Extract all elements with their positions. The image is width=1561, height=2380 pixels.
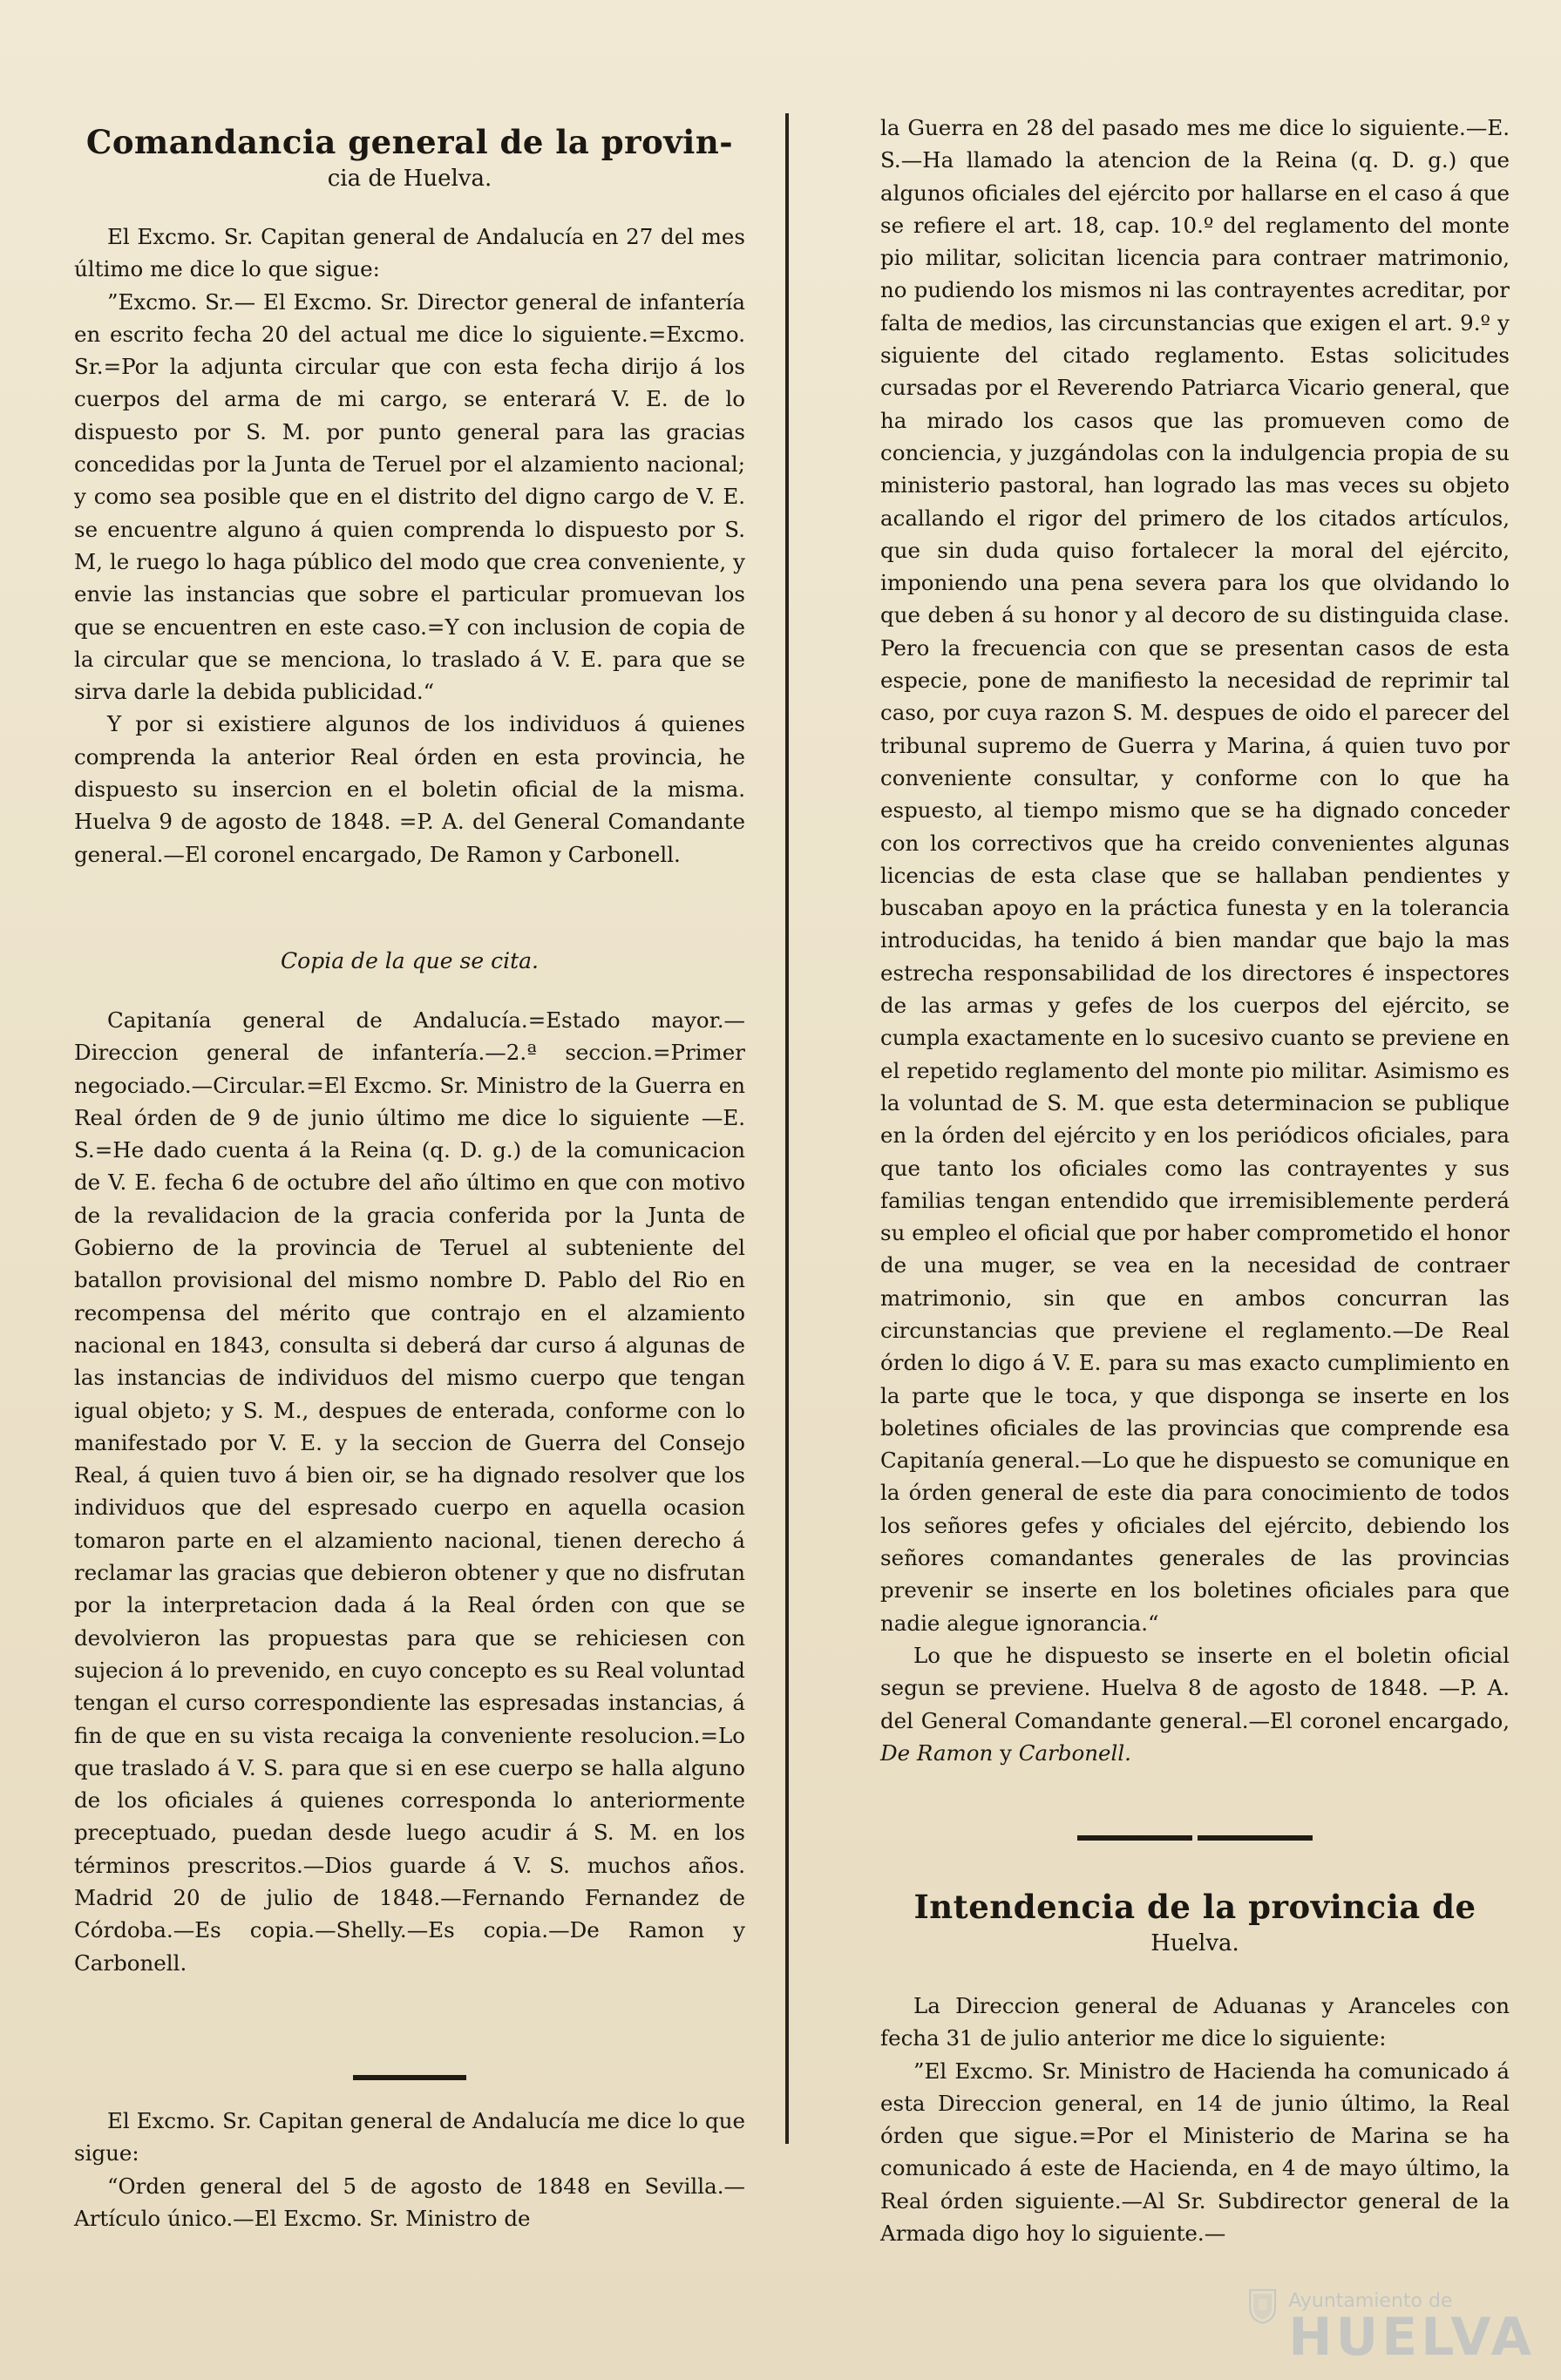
signature-name: De Ramon: [880, 1739, 994, 1766]
intendencia-body: [880, 1990, 1510, 2249]
orden-general-continued: [880, 112, 1510, 1769]
closing-paragraph: [880, 1639, 1510, 1769]
separator-bar: [1077, 1835, 1192, 1841]
section-title-intendencia-cont: Huelva.: [1150, 1930, 1239, 1956]
paragraph: Capitanía general de Andalucía.=Estado mayor.—Direccion general de infantería.—2.ª seccion.=Primer negociado.—Circular.=El Excmo. Sr. Ministro de la Guerra en Real órden de 9 de junio último me dice lo siguiente —E. S.=He dado cuenta á la Reina (q. D. g.) de la comunicacion de V. E. fecha 6 de octubre del año último en que con motivo de la revalidacion de la gracia conferida por la Junta de Gobierno de la provincia de Teruel al subteniente del batallon provisional del mismo nombre D. Pablo del Rio en recompensa del mérito que contrajo en el alzamiento nacional en 1843, consulta si deberá dar curso á algunas de las instancias de individuos del mismo cuerpo que tengan igual objeto; y S. M., despues de enterada, conforme con lo manifestado por V. E. y la seccion de Guerra del Consejo Real, á quien tuvo á bien oir, se ha dignado resolver que los individuos que del espresado cuerpo en aquella ocasion tomaron parte en el alzamiento nacional, tienen derecho á reclamar las gracias que debieron obtener y que no disfrutan por la interpretacion dada á la Real órden con que se devolvieron las propuestas para que se rehiciesen con sujecion á lo prevenido, en cuyo concepto es su Real voluntad tengan el curso correspondiente las espresadas instancias, á fin de que en su vista recaiga la conveniente resolucion.=Lo que traslado á V. S. para que si en ese cuerpo se halla alguno de los oficiales á quienes corresponda lo anteriormente preceptuado, puedan desde luego acudir á S. M. en los términos prescritos.—Dios guarde á V. S. muchos años. Madrid 20 de julio de 1848.—Fernando Fernandez de Córdoba.—Es copia.—Shelly.—Es copia.—De Ramon y Carbonell.: [74, 1007, 745, 1976]
right-column: [880, 0, 1510, 2380]
ayuntamiento-watermark: [1247, 2241, 1535, 2368]
paragraph: Y por si existiere algunos de los individuos á quienes comprenda la anterior Real órden en esta provincia, he dispuesto su insercion en el boletin oficial de la misma. Huelva 9 de agosto de 1848. =P. A. del General Comandante general.—El coronel encargado, De Ramon y Carbonell.: [74, 711, 745, 867]
section-title-intendencia: Intendencia de la provincia de: [913, 1888, 1476, 1926]
watermark-line-1: Ayuntamiento de: [1288, 2290, 1453, 2312]
section-separator: [880, 1835, 1510, 1841]
signature-conjunction: y: [993, 1739, 1019, 1766]
signature-name: Carbonell.: [1018, 1739, 1131, 1766]
paragraph: La Direccion general de Aduanas y Aranceles con fecha 31 de julio anterior me dice lo siguiente:: [880, 1993, 1510, 2051]
section-separator: [353, 2075, 466, 2080]
watermark-text: [1288, 2290, 1535, 2368]
watermark-line-2: HUELVA: [1288, 2307, 1535, 2368]
paragraph: ”Excmo. Sr.— El Excmo. Sr. Director general de infantería en escrito fecha 20 del actual me dice lo siguiente.=Excmo. Sr.=Por la adjunta circular que con esta fecha dirijo á los cuerpos del arma de mi cargo, se enterará V. E. de lo dispuesto por S. M. por punto general para las gracias concedidas por la Junta de Teruel por el alzamiento nacional; y como sea posible que en el distrito del digno cargo de V. E. se encuentre alguno á quien comprenda lo dispuesto por S. M, le ruego lo haga público del modo que crea conveniente, y envie las instancias que sobre el particular promuevan los que se encuentren en este caso.=Y con inclusion de copia de la circular que se menciona, lo traslado á V. E. para que se sirva darle la debida publicidad.“: [74, 288, 745, 705]
closing-text: Lo que he dispuesto se inserte en el boletin oficial segun se previene. Huelva 8 de agosto de 1848. —P. A. del General Comandante general.—El coronel encargado,: [880, 1642, 1510, 1733]
paragraph: El Excmo. Sr. Capitan general de Andalucía me dice lo que sigue:: [74, 2108, 745, 2166]
paragraph: ”El Excmo. Sr. Ministro de Hacienda ha comunicado á esta Direccion general, en 14 de junio último, la Real órden que sigue.=Por el Ministerio de Marina se ha comunicado á este de Hacienda, en 4 de mayo último, la Real órden siguiente.—Al Sr. Subdirector general de la Armada digo hoy lo siguiente.—: [880, 2058, 1510, 2247]
paragraph: “Orden general del 5 de agosto de 1848 en Sevilla.—Artículo único.—El Excmo. Sr. Ministro de: [74, 2173, 745, 2231]
section-title-comandancia-cont: cia de Huelva.: [327, 166, 492, 192]
coat-of-arms-icon: [1247, 2249, 1278, 2363]
section-title-comandancia: Comandancia general de la provin-: [85, 123, 734, 161]
comandancia-body: [74, 220, 745, 871]
orden-general-body: [74, 2105, 745, 2234]
left-column: [74, 0, 745, 2380]
paragraph: la Guerra en 28 del pasado mes me dice lo siguiente.—E. S.—Ha llamado la atencion de la Reina (q. D. g.) que algunos oficiales del ejército por hallarse en el caso á que se refiere el art. 18, cap. 10.º del reglamento del monte pio militar, solicitan licencia para contraer matrimonio, no pudiendo los mismos ni las contrayentes acreditar, por falta de medios, las circunstancias que exigen el art. 9.º y siguiente del citado reglamento. Estas solicitudes cursadas por el Reverendo Patriarca Vicario general, que ha mirado los casos que las promueven como de conciencia, y juzgándolas con la indulgencia propia de su ministerio pastoral, han logrado las mas veces su objeto acallando el rigor del primero de los citados artículos, que sin duda quiso fortalecer la moral del ejército, imponiendo una pena severa para los que olvidando lo que deben á su honor y al decoro de su distinguida clase. Pero la frecuencia con que se presentan casos de esta especie, pone de manifiesto la necesidad de reprimir tal caso, por cuya razon S. M. despues de oido el parecer del tribunal supremo de Guerra y Marina, á quien tuvo por conveniente consultar, y conforme con lo que ha espuesto, al tiempo mismo que se ha dignado conceder con los correctivos que ha creido convenientes algunas licencias de esta clase que se hallaban pendientes y buscaban apoyo en la práctica funesta y en la tolerancia introducidas, ha tenido á bien mandar que bajo la mas estrecha responsabilidad de los directores é inspectores de las armas y gefes de los cuerpos del ejército, se cumpla exactamente en lo sucesivo cuanto se previene en el repetido reglamento del monte pio militar. Asimismo es la voluntad de S. M. que esta determinacion se publique en la órden del ejército y en los periódicos oficiales, para que tanto los oficiales como las contrayentes y sus familias tengan entendido que irremisiblemente perderá su empleo el oficial que por haber comprometido el honor de una muger, se vea en la necesidad de contraer matrimonio, sin que en ambos concurran las circunstancias que previene el reglamento.—De Real órden lo digo á V. E. para su mas exacto cumplimiento en la parte que le toca, y que disponga se inserte en los boletines oficiales de las provincias que comprende esa Capitanía general.—Lo que he dispuesto se comunique en la órden general de este dia para conocimiento de todos los señores gefes y oficiales del ejército, debiendo los señores comandantes generales de las provincias prevenir se inserte en los boletines oficiales para que nadie alegue ignorancia.“: [880, 115, 1510, 1636]
copia-heading: Copia de la que se cita.: [281, 948, 539, 973]
column-divider: [785, 113, 789, 2144]
separator-bar: [1198, 1835, 1313, 1841]
paragraph: El Excmo. Sr. Capitan general de Andalucía en 27 del mes último me dice lo que sigue:: [74, 224, 745, 282]
copia-body: [74, 1004, 745, 1979]
